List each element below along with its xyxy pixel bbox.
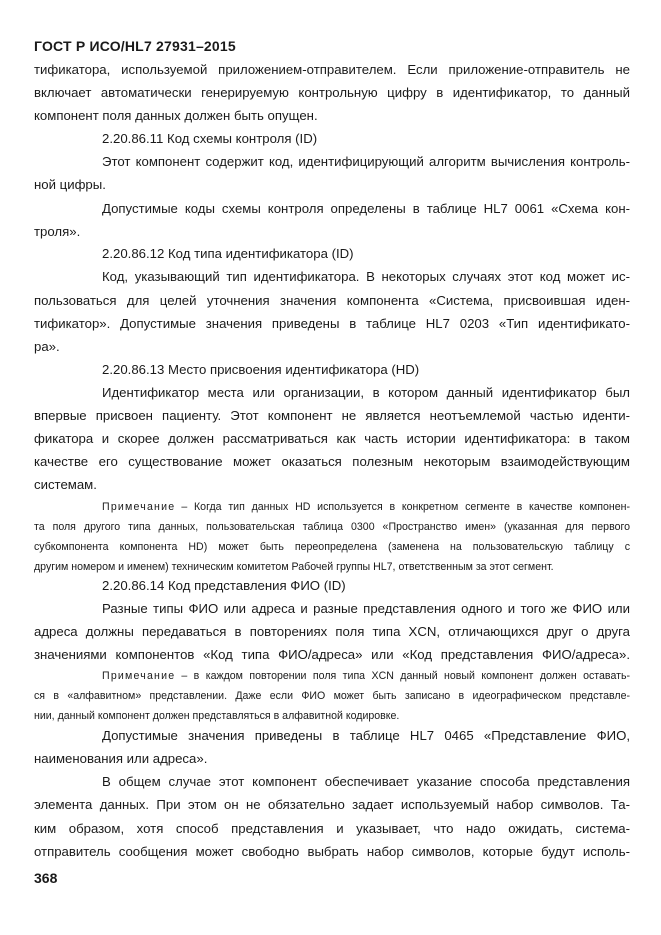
text-line: отправитель сообщения может свободно выбрать набор символов, которые будут исполь- — [34, 844, 630, 859]
text-line: Допустимые коды схемы контроля определены в таблице HL7 0061 «Схема кон- — [102, 201, 630, 216]
note-label: Примечание — [102, 670, 176, 682]
section-heading: 2.20.86.11 Код схемы контроля (ID) — [102, 131, 318, 146]
text-line: тификатор». Допустимые значения приведены в таблице HL7 0203 «Тип идентификато- — [34, 316, 630, 331]
text-line: адреса должны передаваться в повторениях поля типа XCN, отличающихся друг о друга — [34, 624, 630, 639]
text-line: значениями компонентов «Код типа ФИО/адреса» или «Код представления ФИО/адреса». — [34, 647, 630, 662]
text-line: пользоваться для целей уточнения значения компонента «Система, присвоившая иден- — [34, 293, 630, 308]
text-line: компонент поля данных должен быть опущен. — [34, 108, 318, 123]
note-line: другим номером и именем) техническим комитетом Рабочей группы HL7, ответственным за этот сегмент. — [34, 561, 554, 573]
text-line: впервые присвоен пациенту. Этот компонент не является неотъемлемой частью иденти- — [34, 408, 630, 423]
page-header: ГОСТ Р ИСО/HL7 27931–2015 — [34, 38, 236, 54]
section-heading: 2.20.86.13 Место присвоения идентификатора (HD) — [102, 362, 420, 377]
note-text: – Когда тип данных HD используется в конкретном сегменте в качестве компонен- — [181, 501, 630, 513]
section-heading: 2.20.86.12 Код типа идентификатора (ID) — [102, 246, 354, 261]
note-line — [102, 498, 630, 517]
text-line: ной цифры. — [34, 177, 106, 192]
text-line: включает автоматически генерируемую контрольную цифру в идентификатор, то данный — [34, 85, 630, 100]
text-line: Идентификатор места или организации, в котором данный идентификатор был — [102, 385, 630, 400]
text-line: элемента данных. При этом он не обязательно задает используемый набор символов. Та- — [34, 797, 630, 812]
text-line: ра». — [34, 339, 60, 354]
text-line: системам. — [34, 477, 97, 492]
note-line: субкомпонента компонента HD) может быть переопределена (заменена на пользовательскую таблицу с — [34, 541, 630, 553]
text-line: тификатора, используемой приложением-отправителем. Если приложение-отправитель не — [34, 62, 630, 77]
text-line: Разные типы ФИО или адреса и разные представления одного и того же ФИО или — [102, 601, 630, 616]
text-line: ким образом, хотя способ представления и указывает, что надо ожидать, система- — [34, 821, 630, 836]
note-label: Примечание — [102, 501, 176, 513]
text-line: троля». — [34, 224, 81, 239]
text-line: Код, указывающий тип идентификатора. В некоторых случаях этот код может ис- — [102, 269, 630, 284]
note-line: та поля другого типа данных, пользовательская таблица 0300 «Пространство имен» (указанная для первого — [34, 521, 630, 533]
note-text: – в каждом повторении поля типа XCN данный новый компонент должен оставать- — [181, 670, 630, 682]
text-line: качестве его существование может оказаться полезным некоторым взаимодействующим — [34, 454, 630, 469]
text-line: фикатора и скорее должен рассматриваться как часть истории идентификатора: в таком — [34, 431, 630, 446]
text-line: Допустимые значения приведены в таблице HL7 0465 «Представление ФИО, — [102, 728, 630, 743]
section-heading: 2.20.86.14 Код представления ФИО (ID) — [102, 578, 346, 593]
note-line: ся в «алфавитном» представлении. Даже если ФИО может быть записано в идеографическом представле- — [34, 690, 630, 702]
note-line: нии, данный компонент должен представляться в алфавитной кодировке. — [34, 710, 400, 722]
page-number: 368 — [34, 870, 58, 886]
text-line: Этот компонент содержит код, идентифицирующий алгоритм вычисления контроль- — [102, 154, 630, 169]
note-line — [102, 667, 630, 686]
text-line: В общем случае этот компонент обеспечивает указание способа представления — [102, 774, 630, 789]
text-line: наименования или адреса». — [34, 751, 208, 766]
